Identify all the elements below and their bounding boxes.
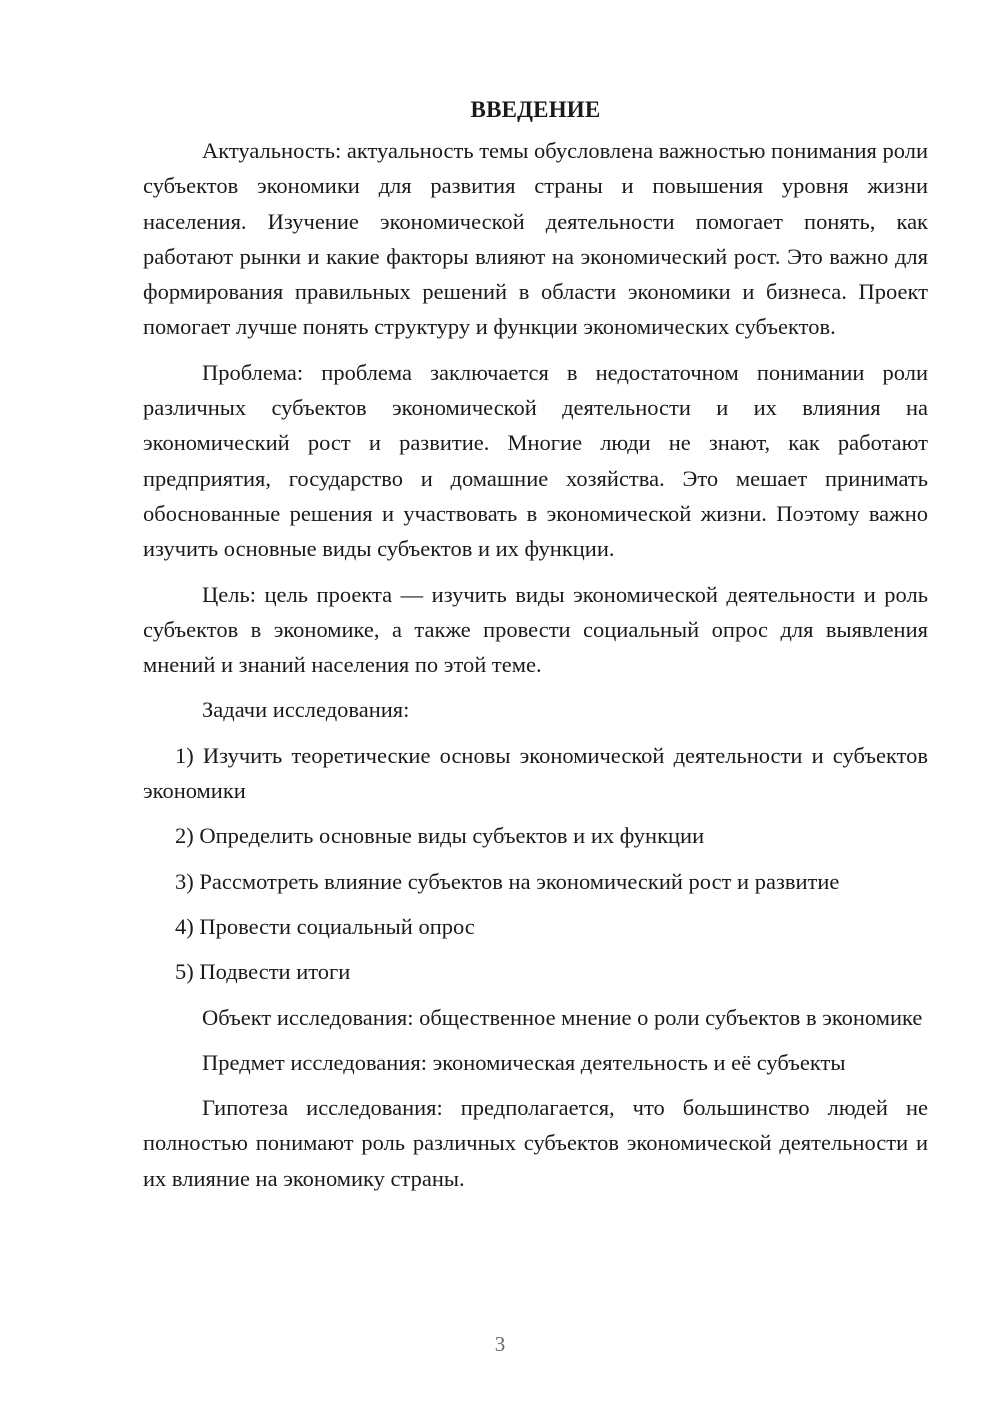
task-item-5: 5) Подвести итоги [175,959,351,985]
document-page [143,92,928,1206]
hypothesis-paragraph: Гипотеза исследования: предполагается, что большинство людей не полностью понимают роль различных субъектов экономической деятельности и их влияние на экономику страны. [143,1095,928,1191]
task-item-1: 1) Изучить теоретические основы экономической деятельности и субъектов экономики [143,742,928,804]
task-item-2: 2) Определить основные виды субъектов и их функции [175,823,705,849]
goal-paragraph: Цель: цель проекта — изучить виды экономической деятельности и роль субъектов в экономике, а также провести социальный опрос для выявления мнений и знаний населения по этой теме. [143,581,928,678]
page-title: ВВЕДЕНИЕ [470,97,601,122]
task-item-4: 4) Провести социальный опрос [175,913,475,939]
subject-paragraph: Предмет исследования: экономическая деятельность и её субъекты [202,1049,846,1075]
object-paragraph: Объект исследования: общественное мнение о роли субъектов в экономике [202,1004,923,1030]
problem-paragraph: Проблема: проблема заключается в недостаточном понимании роли различных субъектов экономической деятельности и их влияния на экономический рост и развитие. Многие люди не знают, как работают предприятия, государство и домашние хозяйства. Это мешает принимать обоснованные решения и участвовать в экономической жизни. Поэтому важно изучить основные виды субъектов и их функции. [143,359,928,562]
relevance-paragraph: Актуальность: актуальность темы обусловлена важностью понимания роли субъектов экономики для развития страны и повышения уровня жизни населения. Изучение экономической деятельности помогает понять, как работают рынки и какие факторы влияют на экономический рост. Это важно для формирования правильных решений в области экономики и бизнеса. Проект помогает лучше понять структуру и функции экономических субъектов. [143,138,928,340]
tasks-heading: Задачи исследования: [202,697,410,723]
page-number: 3 [494,1332,506,1356]
task-item-3: 3) Рассмотреть влияние субъектов на экономический рост и развитие [175,868,840,894]
